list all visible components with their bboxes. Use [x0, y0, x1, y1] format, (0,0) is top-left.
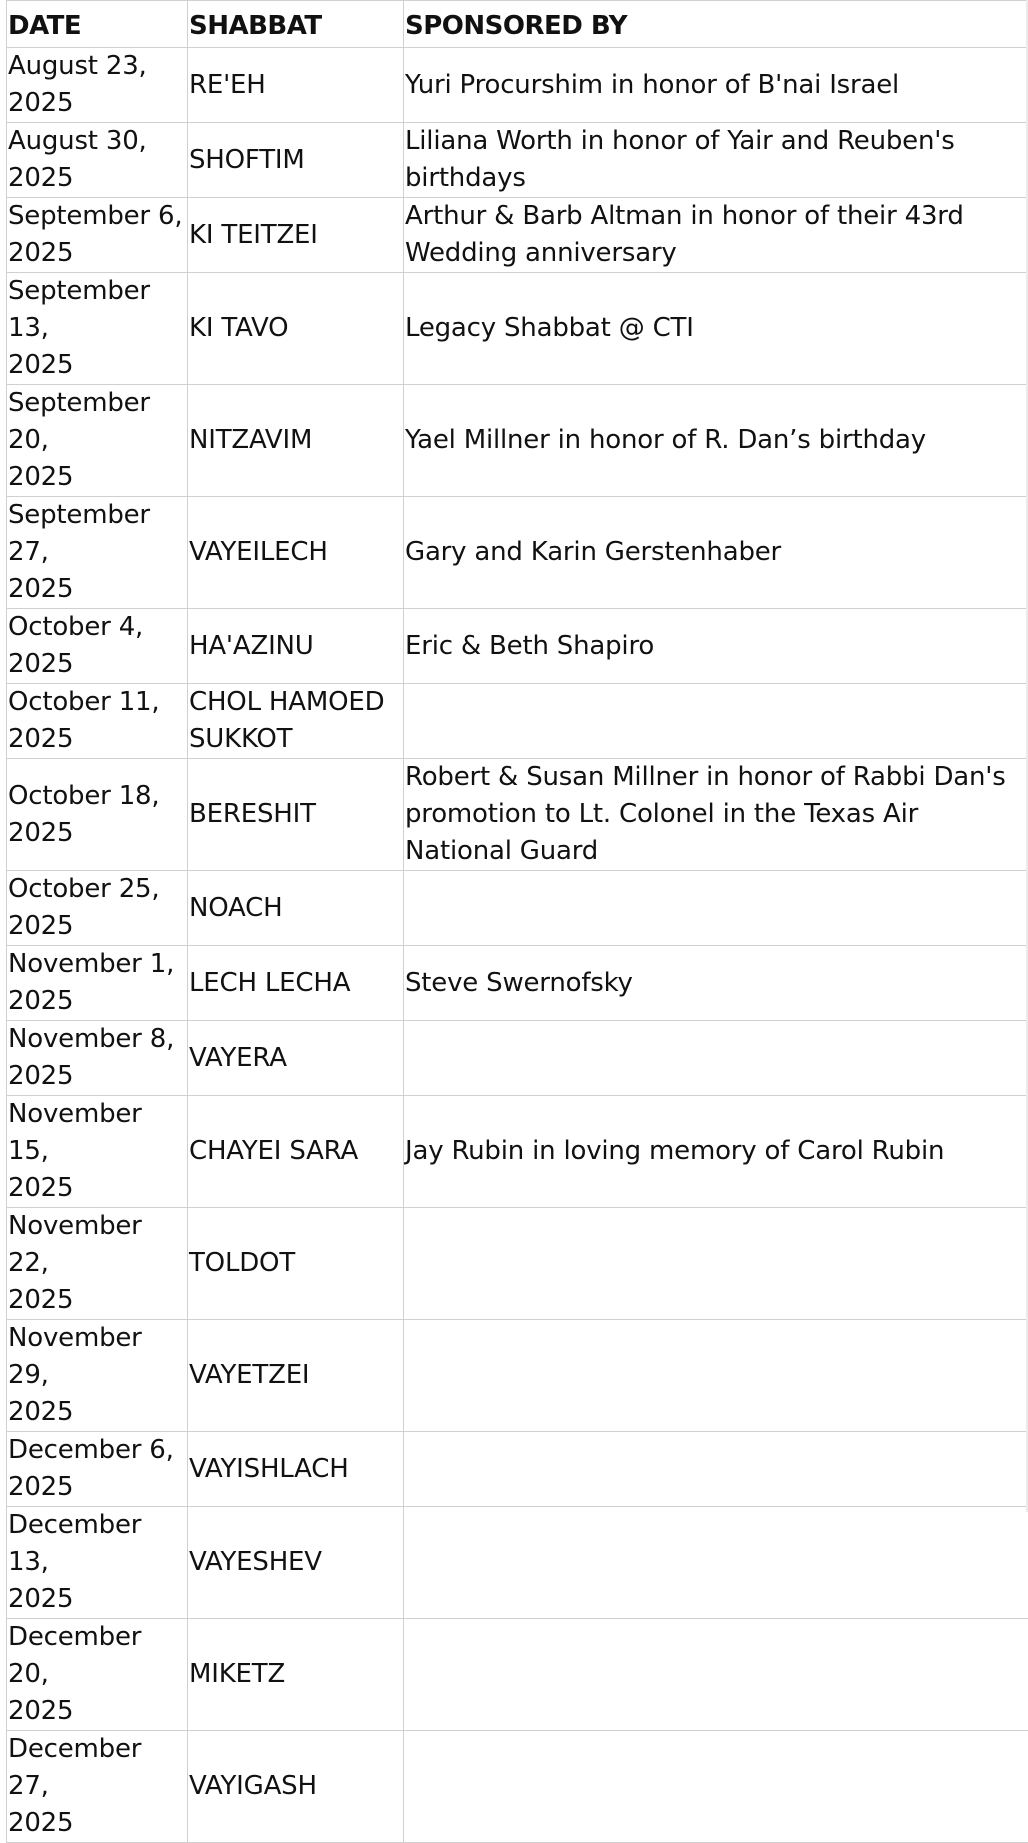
date-year: 2025 — [8, 1285, 73, 1315]
date-cell[interactable] — [7, 1432, 188, 1507]
table-row — [7, 273, 1028, 385]
table-row — [7, 871, 1028, 946]
spreadsheet — [6, 0, 1028, 1843]
date-cell[interactable] — [7, 273, 188, 385]
date-line: October 18, — [8, 781, 159, 811]
sponsor-cell[interactable]: Steve Swernofsky — [404, 946, 1028, 1021]
date-line: December 27, — [8, 1734, 141, 1801]
date-line: September 13, — [8, 276, 150, 343]
date-line: September 20, — [8, 388, 150, 455]
date-year: 2025 — [8, 350, 73, 380]
shabbat-cell[interactable]: BERESHIT — [188, 759, 404, 871]
date-cell[interactable] — [7, 946, 188, 1021]
table-row — [7, 385, 1028, 497]
shabbat-cell[interactable]: MIKETZ — [188, 1619, 404, 1731]
sponsor-cell[interactable]: Legacy Shabbat @ CTI — [404, 273, 1028, 385]
date-cell[interactable] — [7, 759, 188, 871]
table-row — [7, 1731, 1028, 1843]
shabbat-cell[interactable]: VAYETZEI — [188, 1320, 404, 1432]
table-row — [7, 1208, 1028, 1320]
date-line: October 25, — [8, 874, 159, 904]
date-cell[interactable] — [7, 1096, 188, 1208]
table-body — [7, 48, 1028, 1843]
date-line: August 30, — [8, 126, 147, 156]
date-cell[interactable] — [7, 1208, 188, 1320]
date-year: 2025 — [8, 649, 73, 679]
date-year: 2025 — [8, 462, 73, 492]
date-cell[interactable] — [7, 1320, 188, 1432]
date-year: 2025 — [8, 88, 73, 118]
date-line: September 27, — [8, 500, 150, 567]
date-year: 2025 — [8, 1173, 73, 1203]
header-sponsored-by[interactable]: SPONSORED BY — [404, 1, 1028, 48]
date-year: 2025 — [8, 1472, 73, 1502]
date-year: 2025 — [8, 1584, 73, 1614]
table-row — [7, 1320, 1028, 1432]
date-year: 2025 — [8, 574, 73, 604]
date-cell[interactable] — [7, 1731, 188, 1843]
sponsor-cell[interactable]: Jay Rubin in loving memory of Carol Rubin — [404, 1096, 1028, 1208]
sponsor-cell[interactable] — [404, 1619, 1028, 1731]
table-row — [7, 609, 1028, 684]
date-cell[interactable] — [7, 497, 188, 609]
sponsor-cell[interactable]: Gary and Karin Gerstenhaber — [404, 497, 1028, 609]
shabbat-cell[interactable]: VAYEILECH — [188, 497, 404, 609]
shabbat-cell[interactable]: CHAYEI SARA — [188, 1096, 404, 1208]
date-cell[interactable] — [7, 684, 188, 759]
table-row — [7, 1432, 1028, 1507]
table-row — [7, 759, 1028, 871]
sponsor-cell[interactable] — [404, 1320, 1028, 1432]
table-row — [7, 1096, 1028, 1208]
date-line: August 23, — [8, 51, 147, 81]
sponsor-cell[interactable] — [404, 1432, 1028, 1507]
date-line: December 13, — [8, 1510, 141, 1577]
shabbat-cell[interactable]: KI TAVO — [188, 273, 404, 385]
date-year: 2025 — [8, 1696, 73, 1726]
table-row — [7, 946, 1028, 1021]
shabbat-cell[interactable]: NOACH — [188, 871, 404, 946]
shabbat-cell[interactable]: SHOFTIM — [188, 123, 404, 198]
date-year: 2025 — [8, 163, 73, 193]
sponsor-cell[interactable]: Eric & Beth Shapiro — [404, 609, 1028, 684]
date-line: October 11, — [8, 687, 159, 717]
date-cell[interactable] — [7, 123, 188, 198]
shabbat-cell[interactable]: VAYESHEV — [188, 1507, 404, 1619]
sponsor-cell[interactable] — [404, 871, 1028, 946]
date-line: November 29, — [8, 1323, 142, 1390]
date-cell[interactable] — [7, 609, 188, 684]
date-line: November 15, — [8, 1099, 142, 1166]
date-year: 2025 — [8, 724, 73, 754]
shabbat-cell[interactable]: KI TEITZEI — [188, 198, 404, 273]
date-cell[interactable] — [7, 1507, 188, 1619]
date-line: November 8, — [8, 1024, 174, 1054]
date-line: October 4, — [8, 612, 143, 642]
sponsor-cell[interactable]: Yael Millner in honor of R. Dan’s birthday — [404, 385, 1028, 497]
date-line: November 1, — [8, 949, 174, 979]
shabbat-cell[interactable]: NITZAVIM — [188, 385, 404, 497]
shabbat-cell[interactable]: VAYISHLACH — [188, 1432, 404, 1507]
date-year: 2025 — [8, 1061, 73, 1091]
table-row — [7, 1619, 1028, 1731]
sponsor-cell[interactable] — [404, 1021, 1028, 1096]
shabbat-cell[interactable]: RE'EH — [188, 48, 404, 123]
date-cell[interactable] — [7, 385, 188, 497]
shabbat-cell[interactable]: VAYIGASH — [188, 1731, 404, 1843]
shabbat-cell[interactable]: TOLDOT — [188, 1208, 404, 1320]
shabbat-cell[interactable]: CHOL HAMOED SUKKOT — [188, 684, 404, 759]
sponsor-cell[interactable] — [404, 1208, 1028, 1320]
shabbat-cell[interactable]: HA'AZINU — [188, 609, 404, 684]
date-year: 2025 — [8, 818, 73, 848]
date-year: 2025 — [8, 1397, 73, 1427]
date-year: 2025 — [8, 1808, 73, 1838]
sponsor-cell[interactable] — [404, 1731, 1028, 1843]
table-row — [7, 1021, 1028, 1096]
sponsor-cell[interactable]: Yuri Procurshim in honor of B'nai Israel — [404, 48, 1028, 123]
table-row — [7, 684, 1028, 759]
date-year: 2025 — [8, 911, 73, 941]
date-cell[interactable] — [7, 48, 188, 123]
table-row — [7, 198, 1028, 273]
sponsor-cell[interactable]: Arthur & Barb Altman in honor of their 43rd Wedding anniversary — [404, 198, 1028, 273]
shabbat-cell[interactable]: VAYERA — [188, 1021, 404, 1096]
sponsor-cell[interactable] — [404, 1507, 1028, 1619]
table-row — [7, 497, 1028, 609]
date-cell[interactable] — [7, 1021, 188, 1096]
date-year: 2025 — [8, 986, 73, 1016]
date-year: 2025 — [8, 238, 73, 268]
table-row — [7, 48, 1028, 123]
date-line: September 6, — [8, 201, 182, 231]
sponsorship-table — [6, 0, 1028, 1843]
table-row — [7, 1507, 1028, 1619]
date-cell[interactable] — [7, 1619, 188, 1731]
date-line: December 20, — [8, 1622, 141, 1689]
date-cell[interactable] — [7, 198, 188, 273]
date-line: November 22, — [8, 1211, 142, 1278]
date-line: December 6, — [8, 1435, 174, 1465]
header-row — [7, 1, 1028, 48]
sponsor-cell[interactable] — [404, 684, 1028, 759]
header-shabbat[interactable]: SHABBAT — [188, 1, 404, 48]
header-date[interactable]: DATE — [7, 1, 188, 48]
table-row — [7, 123, 1028, 198]
shabbat-cell[interactable]: LECH LECHA — [188, 946, 404, 1021]
date-cell[interactable] — [7, 871, 188, 946]
sponsor-cell[interactable]: Robert & Susan Millner in honor of Rabbi Dan's promotion to Lt. Colonel in the Texas Air National Guard — [404, 759, 1028, 871]
sponsor-cell[interactable]: Liliana Worth in honor of Yair and Reuben's birthdays — [404, 123, 1028, 198]
